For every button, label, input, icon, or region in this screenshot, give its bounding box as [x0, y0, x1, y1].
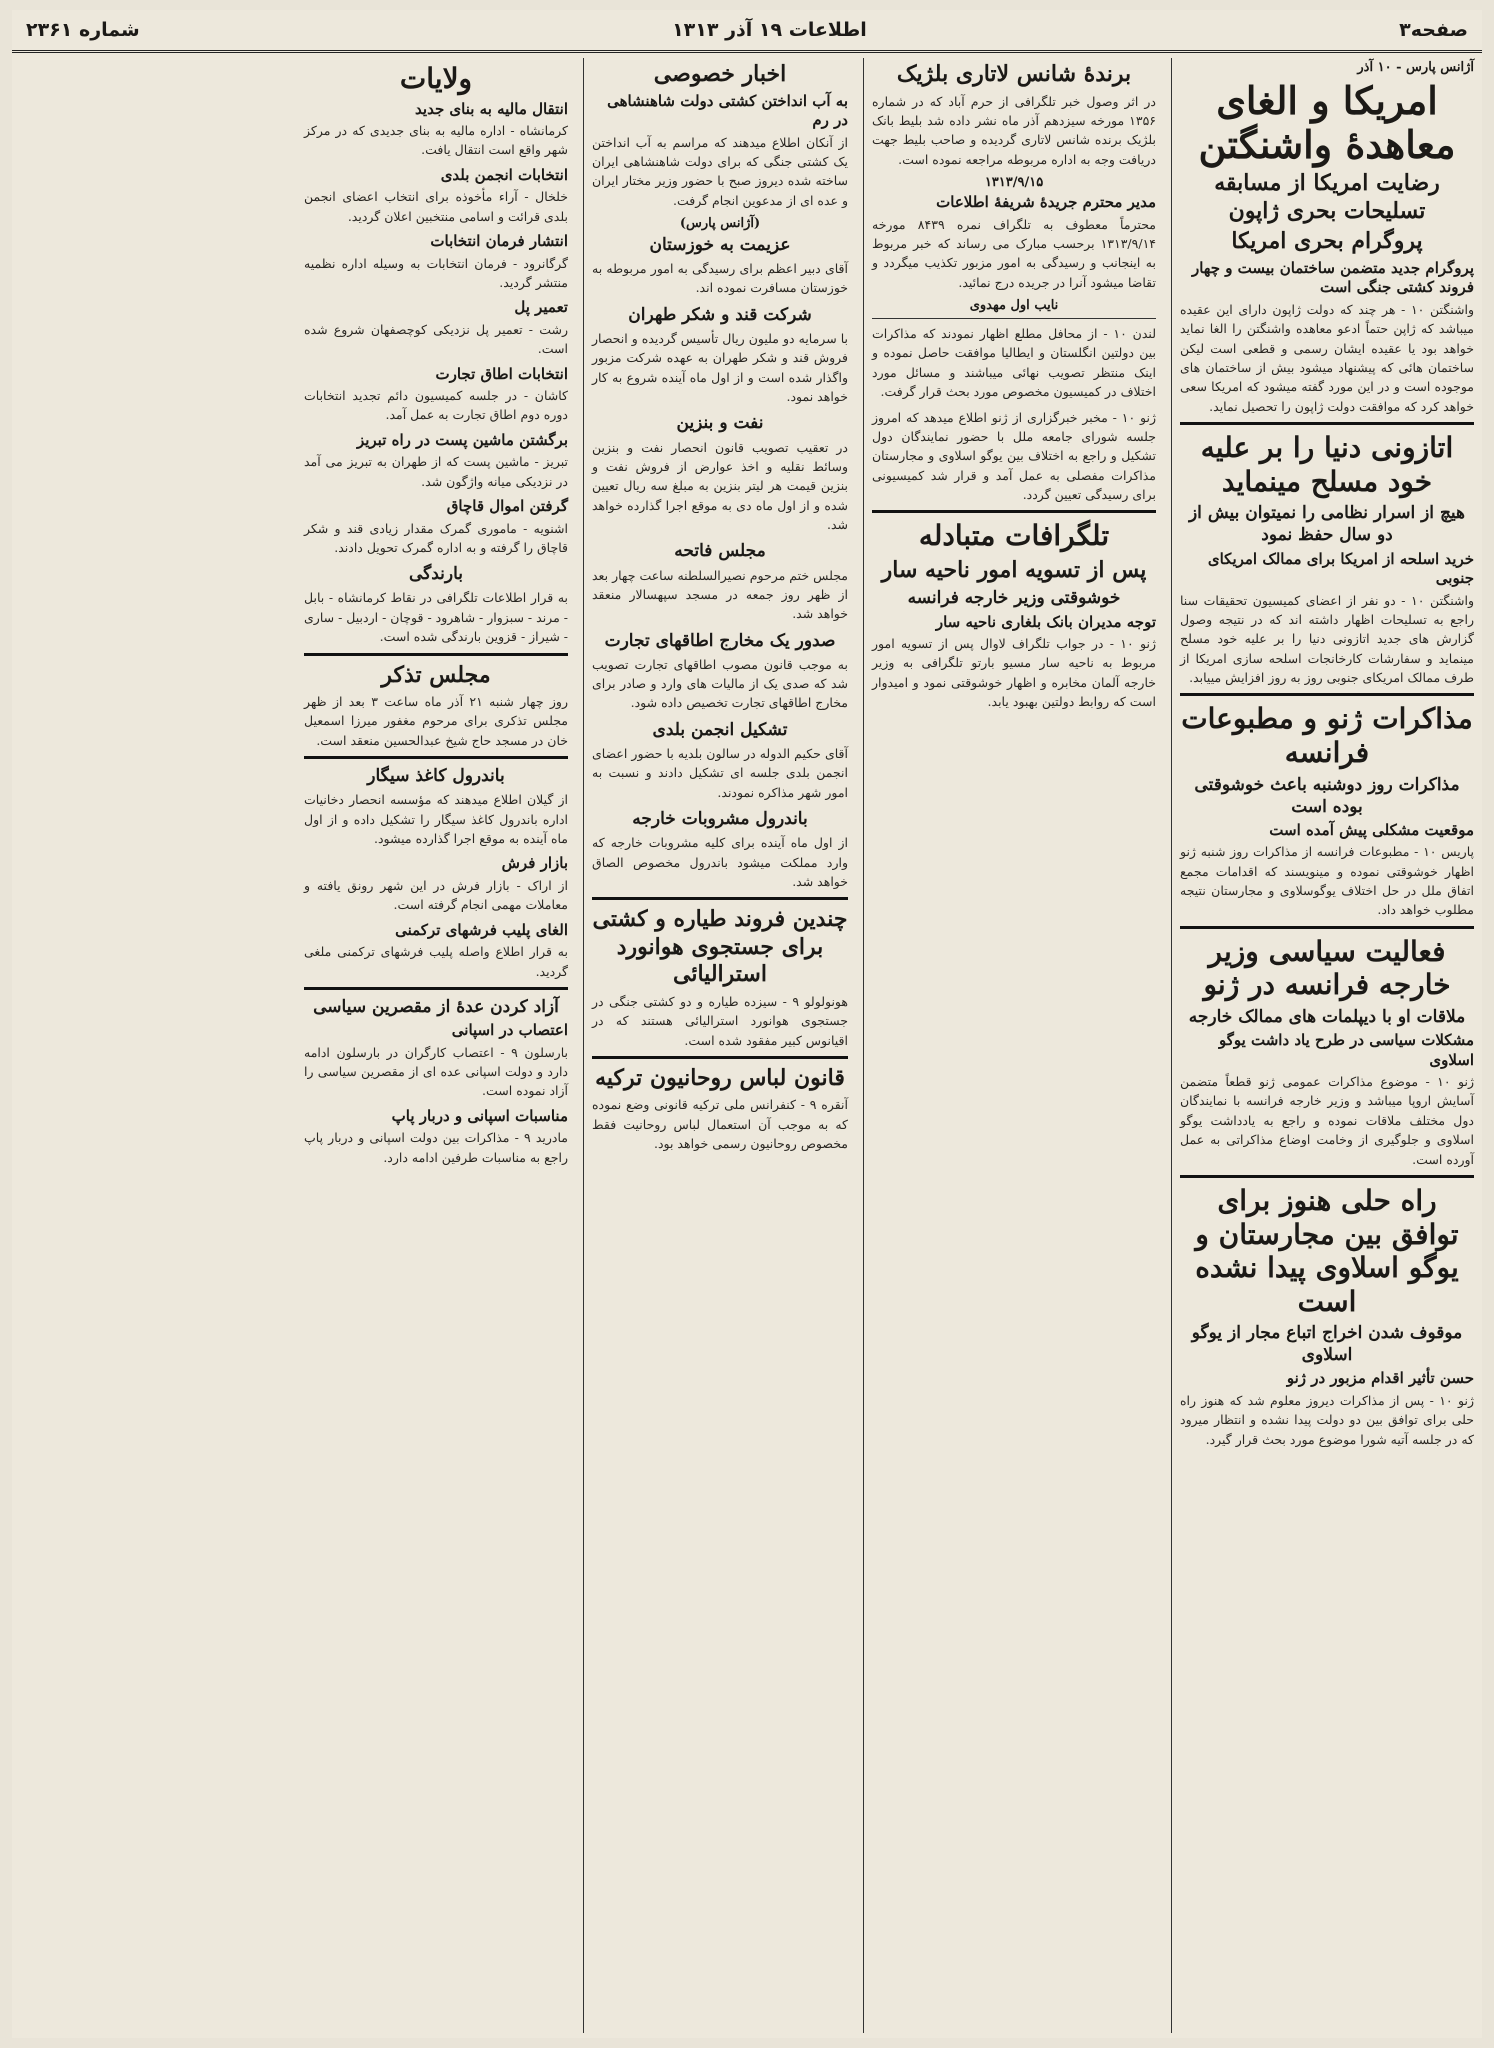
headline-geneva-talks: مذاکرات ژنو و مطبوعات فرانسه [1181, 702, 1473, 769]
article-text: کاشان - در جلسه کمیسیون دائم تجدید انتخابات دوره دوم اطاق تجارت به عمل آمد. [304, 388, 568, 423]
subhead: ملاقات او با دیپلمات های ممالک خارجه [1188, 1006, 1466, 1027]
subhead: مشکلات سیاسی در طرح یاد داشت یوگو اسلاوی [1218, 1031, 1474, 1069]
column-world-news [1171, 58, 1482, 2033]
subhead: توجه مدیران بانک بلغاری ناحیه سار [935, 612, 1156, 631]
source-note: (آژانس پارس) [679, 216, 761, 231]
subhead: گرفتن اموال قاچاق [446, 497, 568, 516]
headline-hungary-yugoslavia: راه حلی هنوز برای توافق بین مجارستان و یوگو اسلاوی پیدا نشده است [1195, 1183, 1459, 1318]
headline-washington-treaty: امریکا و الغای معاهدهٔ واشنگتن [1198, 78, 1456, 167]
subhead: انتقال مالیه به بنای جدید [415, 99, 568, 118]
headline-memorial: مجلس تذکر [381, 661, 491, 688]
article-text: به قرار اطلاعات تلگرافی در نقاط کرمانشاه - بابل - مرند - سبزوار - شاهرود - قوچان - اردبیل - ساری - شیراز - قزوین بارندگی شده است. [304, 590, 568, 645]
subhead: به آب انداختن کشتی دولت شاهنشاهی در رم [607, 91, 848, 129]
subhead: حسن تأثیر اقدام مزبور در ژنو [1286, 1369, 1474, 1388]
masthead [12, 10, 1482, 53]
subhead: خوشوقتی وزیر خارجه فرانسه [907, 588, 1121, 609]
subhead: مدیر محترم جریدهٔ شریفهٔ اطلاعات [936, 193, 1156, 211]
article-text: از اراک - بازار فرش در این شهر رونق یافته و معاملات مهمی انجام گرفته است. [304, 877, 568, 913]
subhead: مجلس فاتحه [674, 541, 766, 562]
subhead: عزیمت به خوزستان [649, 235, 791, 255]
subhead: شرکت قند و شکر طهران [628, 304, 812, 325]
headline-french-minister: فعالیت سیاسی وزیر خارجه فرانسه در ژنو [1203, 934, 1451, 1002]
column-lottery [863, 58, 1164, 2033]
subhead: اعتصاب در اسپانی [451, 1021, 568, 1039]
headline-political-prisoners: آزاد کردن عدهٔ از مقصرین سیاسی [313, 996, 559, 1017]
article-text: خلخال - آراء مأخوذه برای انتخاب اعضای انجمن بلدی قرائت و اسامی منتخبین اعلان گردید. [304, 189, 568, 224]
article-text: در اثر وصول خبر تلگرافی از حرم آباد که در شماره ۱۳۵۶ مورخه سیزدهم آذر ماه نشر داده شد بلیط بانک بلژیک برنده شانس لاتاری گردیده و صاحب بلیط جهت دریافت وجه به اداره مربوطه مراجعه نموده است. [872, 93, 1156, 167]
article-text: در تعقیب تصویب قانون انحصار نفت و بنزین وسائط نقلیه و اخذ عوارض از فروش نفت و بنزین قیمت هر لیتر بنزین به مبلغ سه ریال تعیین شده و از اول ماه دی به موقع اجرا گذارده خواهد شد. [592, 439, 848, 533]
article-text: آقای حکیم الدوله در سالون بلدیه با حضور اعضای انجمن بلدی جلسه ای تشکیل دادند و نسبت به امور شهر مذاکره نمودند. [592, 745, 848, 800]
article-text: لندن ۱۰ - از محافل مطلع اظهار نمودند که مذاکرات بین دولتین انگلستان و ایطالیا موافقت حاصل نموده و اینک منتظر تصویب نهائی میباشند و مسائل مورد اختلاف در کمیسیون مخصوص مورد بحث قرار گرفت. [872, 326, 1156, 400]
headline-turkey-clergy: قانون لباس روحانیون ترکیه [595, 1064, 845, 1091]
subhead: باندرول مشروبات خارجه [632, 809, 808, 830]
article-text: به موجب قانون مصوب اطاقهای تجارت تصویب شد که صدی یک از مالیات های وارد و صادر برای مخارج اطاقهای تجارت تخصیص داده شود. [592, 656, 848, 711]
headline-usa-arming: اتازونی دنیا را بر علیه خود مسلح مینماید [1200, 431, 1454, 498]
article-text: با سرمایه دو ملیون ریال تأسیس گردیده و انحصار فروش قند و شکر طهران به عهده شرکت مزبور واگذار شده است و از اول ماه آینده شروع به کار خواهد نمود. [592, 330, 848, 405]
subhead: رضایت امریکا از مسابقه تسلیحات بحری ژاپون [1214, 170, 1440, 224]
subhead: خرید اسلحه از امریکا برای ممالک امریکای جنوبی [1207, 549, 1474, 587]
headline-provinces: ولایات [399, 62, 473, 95]
article-text: به قرار اطلاع واصله پلیب فرشهای ترکمنی ملغی گردید. [304, 944, 568, 979]
column-private-news [583, 58, 856, 2033]
subhead: برگشتن ماشین پست در راه تبریز [356, 430, 568, 449]
page-number: صفحه۳ [1399, 19, 1468, 41]
subhead: هیچ از اسرار نظامی را نمیتوان بیش از دو سال حفظ نمود [1188, 503, 1466, 546]
article-text: واشنگتن ۱۰ - دو نفر از اعضای کمیسیون تحقیقات سنا راجع به تسلیحات اظهار داشته اند که در نتیجه وصول گزارش های جدید اتازونی دنیا را بر علیه خود مسلح مینماید و سفارشات کارخانجات اسلحه سازی امریکا از طرف ممالک امریکای جنوبی روز به روز افزایش مییابد. [1180, 592, 1474, 685]
headline-lottery: برندهٔ شانس لاتاری بلژیک [896, 61, 1132, 87]
subhead: بارندگی [408, 564, 464, 585]
subhead: پروگرام بحری امریکا [1231, 228, 1423, 255]
subhead: بازار فرش [501, 854, 568, 873]
article-text: از گیلان اطلاع میدهند که مؤسسه انحصار دخانیات اداره باندرول کاغذ سیگار را تشکیل داده و از اول ماه آینده به موقع اجرا گذارده میشود. [304, 792, 568, 847]
article-text: از اول ماه آینده برای کلیه مشروبات خارجه که وارد مملکت میشود باندرول مخصوص الصاق خواهد شد. [592, 835, 848, 889]
column-provinces [296, 58, 576, 2033]
article-text: گرگانرود - فرمان انتخابات به وسیله اداره نظمیه منتشر گردید. [304, 255, 568, 290]
article-text: بارسلون ۹ - اعتصاب کارگران در بارسلون ادامه دارد و دولت اسپانی عده ای از مقصرین سیاسی را آزاد نموده است. [304, 1044, 568, 1099]
article-text: رشت - تعمیر پل نزدیکی کوچصفهان شروع شده است. [304, 321, 568, 357]
subhead: مناسبات اسپانی و دربار پاپ [391, 1106, 568, 1125]
issue-number: شماره ۲۳۶۱ [26, 19, 140, 41]
article-text: پاریس ۱۰ - مطبوعات فرانسه از مذاکرات روز شنبه ژنو اظهار خوشوقتی نموده و مینویسند که اقدامات مجمع اتفاق ملل در حل اختلاف یوگوسلاوی و مجارستان نتیجه مطلوب خواهد داد. [1180, 844, 1475, 918]
subhead: انتخابات انجمن بلدی [440, 165, 568, 184]
subhead: موقوف شدن اخراج اتباع مجار از یوگو اسلاوی [1191, 1323, 1463, 1366]
subhead: نفت و بنزین [676, 413, 764, 434]
headline-private-news: اخبار خصوصی [653, 61, 787, 87]
article-text: هونولولو ۹ - سیزده طیاره و دو کشتی جنگی در جستجوی هوانورد استرالیائی هستند که در اقیانوس کبیر مفقود شده است. [592, 993, 848, 1048]
article-text: ژنو ۱۰ - مخبر خبرگزاری از ژنو اطلاع میدهد که امروز جلسه شورای جامعه ملل با حضور نمایندگان دول تشکیل و راجع به اختلاف بین یوگو اسلاوی و مجارستان مذاکرات مفصلی به عمل آمد و قرار شد کمیسیونی برای رسیدگی تعیین گردد. [872, 409, 1157, 502]
subhead: الغای پلیب فرشهای ترکمنی [395, 920, 568, 939]
article-text: مجلس ختم مرحوم نصیرالسلطنه ساعت چهار بعد از ظهر روز جمعه در مسجد سپهسالار منعقد خواهد شد. [592, 567, 848, 622]
article-text: روز چهار شنبه ۲۱ آذر ماه ساعت ۳ بعد از ظهر مجلس تذکری برای مرحوم مغفور میرزا اسمعیل خان در مسجد حاج شیخ عبدالحسین منعقد است. [304, 694, 568, 748]
date-line: اطلاعات ۱۹ آذر ۱۳۱۳ [672, 19, 867, 41]
article-text: از آنکان اطلاع میدهند که مراسم به آب انداختن یک کشتی جنگی که برای دولت شاهنشاهی ایران ساخته شده دیروز صبح با حضور وزیر مختار ایران و عده ای از مدعوین انجام گرفت. [592, 134, 848, 208]
subhead: پروگرام جدید متضمن ساختمان بیست و چهار فروند کشتی جنگی است [1191, 258, 1474, 297]
subhead: تشکیل انجمن بلدی [652, 719, 788, 740]
article-text: آنقره ۹ - کنفرانس ملی ترکیه قانونی وضع نموده که به موجب آن استعمال لباس روحانیت فقط مخصوص روحانیون رسمی خواهد بود. [592, 1097, 849, 1152]
subhead: مذاکرات روز دوشنبه باعث خوشوقتی بوده است [1194, 774, 1460, 817]
letter-signature: نایب اول مهدوی [969, 298, 1059, 313]
subhead: تعمیر پل [514, 298, 568, 317]
subhead: انتخابات اطاق تجارت [435, 364, 568, 383]
letter-date: ۱۳۱۳/۹/۱۵ [984, 175, 1044, 190]
article-text: ژنو ۱۰ - پس از مذاکرات دیروز معلوم شد که هنوز راه حلی برای توافق بین دو دولت پیدا نشده و انتظار میرود که در جلسه آتیه شورا موضوع مورد بحث قرار گیرد. [1180, 1392, 1474, 1447]
article-text: مادرید ۹ - مذاکرات بین دولت اسپانی و دربار پاپ راجع به مناسبات طرفین ادامه دارد. [304, 1130, 568, 1165]
headline-cigarette-paper: باندرول کاغذ سیگار [367, 766, 505, 787]
article-text: آقای دبیر اعظم برای رسیدگی به امور مربوطه به خوزستان مسافرت نموده اند. [592, 261, 848, 296]
headline-telegrams: تلگرافات متبادله [918, 519, 1110, 553]
headline-aircraft-search: چندین فروند طیاره و کشتی برای جستجوی هوانورد استرالیائی [592, 906, 848, 988]
subhead: پس از تسویه امور ناحیه سار [881, 556, 1147, 583]
article-text: ژنو ۱۰ - موضوع مذاکرات عمومی ژنو قطعاً متضمن آسایش اروپا میباشد و وزیر خارجه فرانسه با نمایندگان دول مختلف ملاقات نموده و راجع به یادداشت یوگو اسلاوی و جلوگیری از وخامت اوضاع مذاکراتی به عمل آورده است. [1180, 1074, 1474, 1167]
article-text: واشنگتن ۱۰ - هر چند که دولت ژاپون دارای این عقیده میباشد که ژاپن حتماً ادعو معاهده واشنگتن را الغا نماید خواهد بود یا عقیده ایشان رسمی و قطعی است لیکن ساختمان هائی که پیشنهاد میشود بیش از ساختمان های موجوده است و در این مورد گفته میشود که امریکا سعی خواهد کرد که موافقت دولت ژاپون را تحصیل نماید. [1180, 301, 1474, 414]
article-text: اشنویه - ماموری گمرک مقدار زیادی قند و شکر قاچاق را گرفته و به اداره گمرک تحویل دادند. [304, 520, 568, 555]
article-text: محترماً معطوف به تلگراف نمره ۸۴۳۹ مورخه ۱۳۱۳/۹/۱۴ برحسب مبارک می رساند که خبر مربوط به اینجانب و رسیدگی به امور مزبور تکذیب میگردد و تقاضا میشود آنرا در جریده درج نمائید. [872, 216, 1156, 290]
article-text: تبریز - ماشین پست که از طهران به تبریز می آمد در نزدیکی میانه واژگون شد. [304, 454, 568, 489]
subhead: صدور یک مخارج اطاقهای تجارت [604, 630, 836, 651]
subhead: موقعیت مشکلی پیش آمده است [1269, 820, 1474, 839]
subhead: انتشار فرمان انتخابات [430, 232, 568, 251]
article-text: کرمانشاه - اداره مالیه به بنای جدیدی که در مرکز شهر واقع است انتقال یافت. [304, 123, 568, 158]
article-text: ژنو ۱۰ - در جواب تلگراف لاوال پس از تسویه امور مربوط به ناحیه سار مسیو بارتو تلگرافی به وزیر خارجه آلمان مخابره و اظهار خوشوقتی نمود و امیدوار است که روابط دولتین بهبود یابد. [872, 636, 1156, 710]
source-line: آژانس پارس - ۱۰ آذر [1357, 60, 1474, 75]
